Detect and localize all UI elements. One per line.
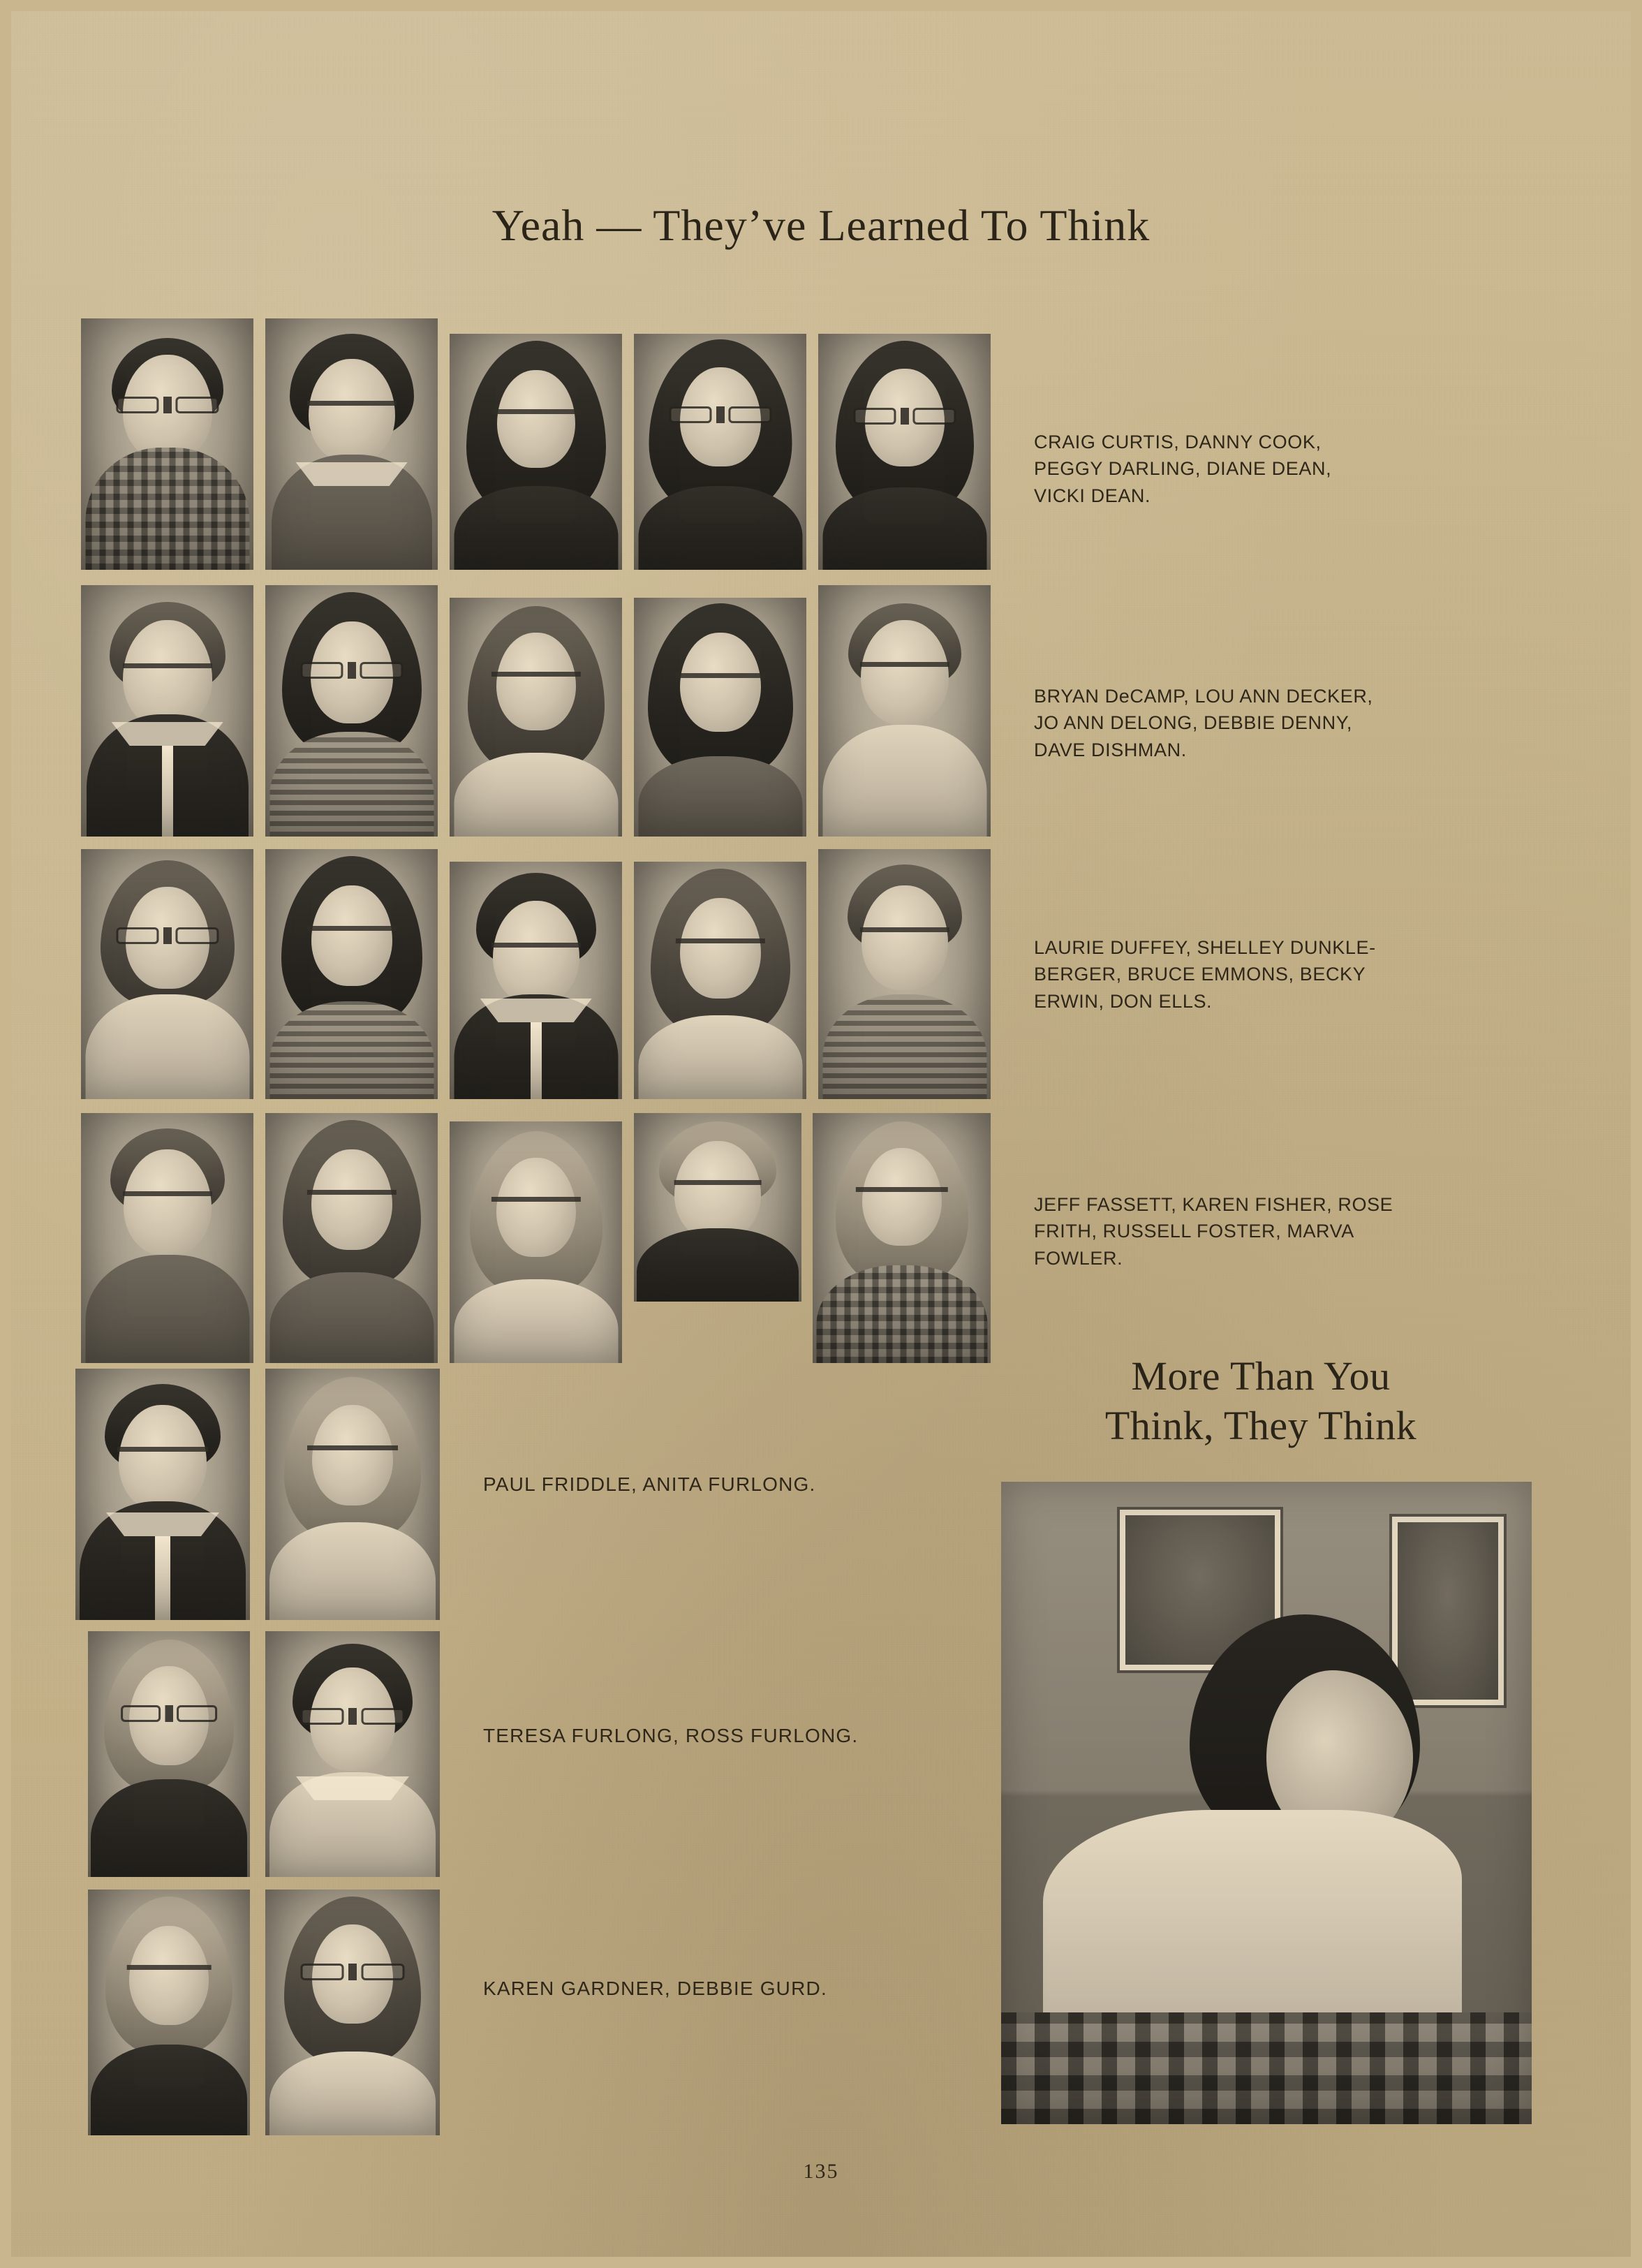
caption-line: JO ANN DELONG, DEBBIE DENNY, (1034, 712, 1352, 734)
portrait-photo (88, 1890, 250, 2135)
portrait-photo (265, 585, 438, 837)
caption-line: TERESA FURLONG, ROSS FURLONG. (483, 1725, 859, 1746)
secondary-title (1016, 1352, 1505, 1451)
row-caption (1034, 1191, 1585, 1272)
portrait-photo (88, 1631, 250, 1877)
portrait-photo (634, 334, 806, 570)
page-title: Yeah — They’ve Learned To Think (491, 200, 1151, 250)
paper-background (11, 11, 1631, 2257)
portrait-photo (81, 1113, 253, 1363)
portrait-photo (265, 1890, 440, 2135)
portrait-photo (81, 585, 253, 837)
portrait-photo (818, 334, 991, 570)
caption-line: CRAIG CURTIS, DANNY COOK, (1034, 432, 1322, 452)
portrait-photo (634, 598, 806, 837)
caption-line: FRITH, RUSSELL FOSTER, MARVA (1034, 1221, 1354, 1242)
portrait-photo (450, 334, 622, 570)
secondary-title-line: More Than You (1131, 1353, 1391, 1399)
portrait-photo (265, 1631, 440, 1877)
portrait-photo (634, 862, 806, 1099)
portrait-photo (265, 1113, 438, 1363)
caption-line: PEGGY DARLING, DIANE DEAN, (1034, 458, 1332, 480)
portrait-photo (450, 1121, 622, 1363)
row-caption (1034, 429, 1565, 509)
portrait-photo (450, 598, 622, 837)
portrait-photo (81, 318, 253, 570)
caption-line: VICKI DEAN. (1034, 485, 1151, 506)
caption-line: FOWLER. (1034, 1247, 1123, 1269)
boy-thinking-photo (1001, 1482, 1532, 2124)
caption-line: JEFF FASSETT, KAREN FISHER, ROSE (1034, 1194, 1393, 1215)
portrait-photo (813, 1113, 991, 1363)
caption-line: DAVE DISHMAN. (1034, 739, 1187, 760)
row-caption (1034, 934, 1585, 1015)
caption-line: BERGER, BRUCE EMMONS, BECKY (1034, 964, 1366, 985)
row-caption (483, 1722, 972, 1750)
caption-line: LAURIE DUFFEY, SHELLEY DUNKLE- (1034, 937, 1376, 958)
row-caption (483, 1975, 972, 2003)
portrait-photo (75, 1369, 250, 1620)
caption-line: PAUL FRIDDLE, ANITA FURLONG. (483, 1473, 816, 1495)
portrait-photo (81, 849, 253, 1099)
row-caption (483, 1471, 972, 1498)
caption-line: BRYAN DeCAMP, LOU ANN DECKER, (1034, 686, 1373, 707)
caption-line: KAREN GARDNER, DEBBIE GURD. (483, 1978, 827, 1999)
portrait-photo (265, 849, 438, 1099)
portrait-photo (634, 1113, 801, 1302)
portrait-photo (265, 318, 438, 570)
portrait-photo (818, 849, 991, 1099)
row-caption (1034, 683, 1578, 763)
page-number: 135 (803, 2160, 839, 2183)
portrait-photo (450, 862, 622, 1099)
secondary-title-line: Think, They Think (1104, 1402, 1417, 1448)
caption-line: ERWIN, DON ELLS. (1034, 990, 1213, 1012)
portrait-photo (265, 1369, 440, 1620)
portrait-photo (818, 585, 991, 837)
